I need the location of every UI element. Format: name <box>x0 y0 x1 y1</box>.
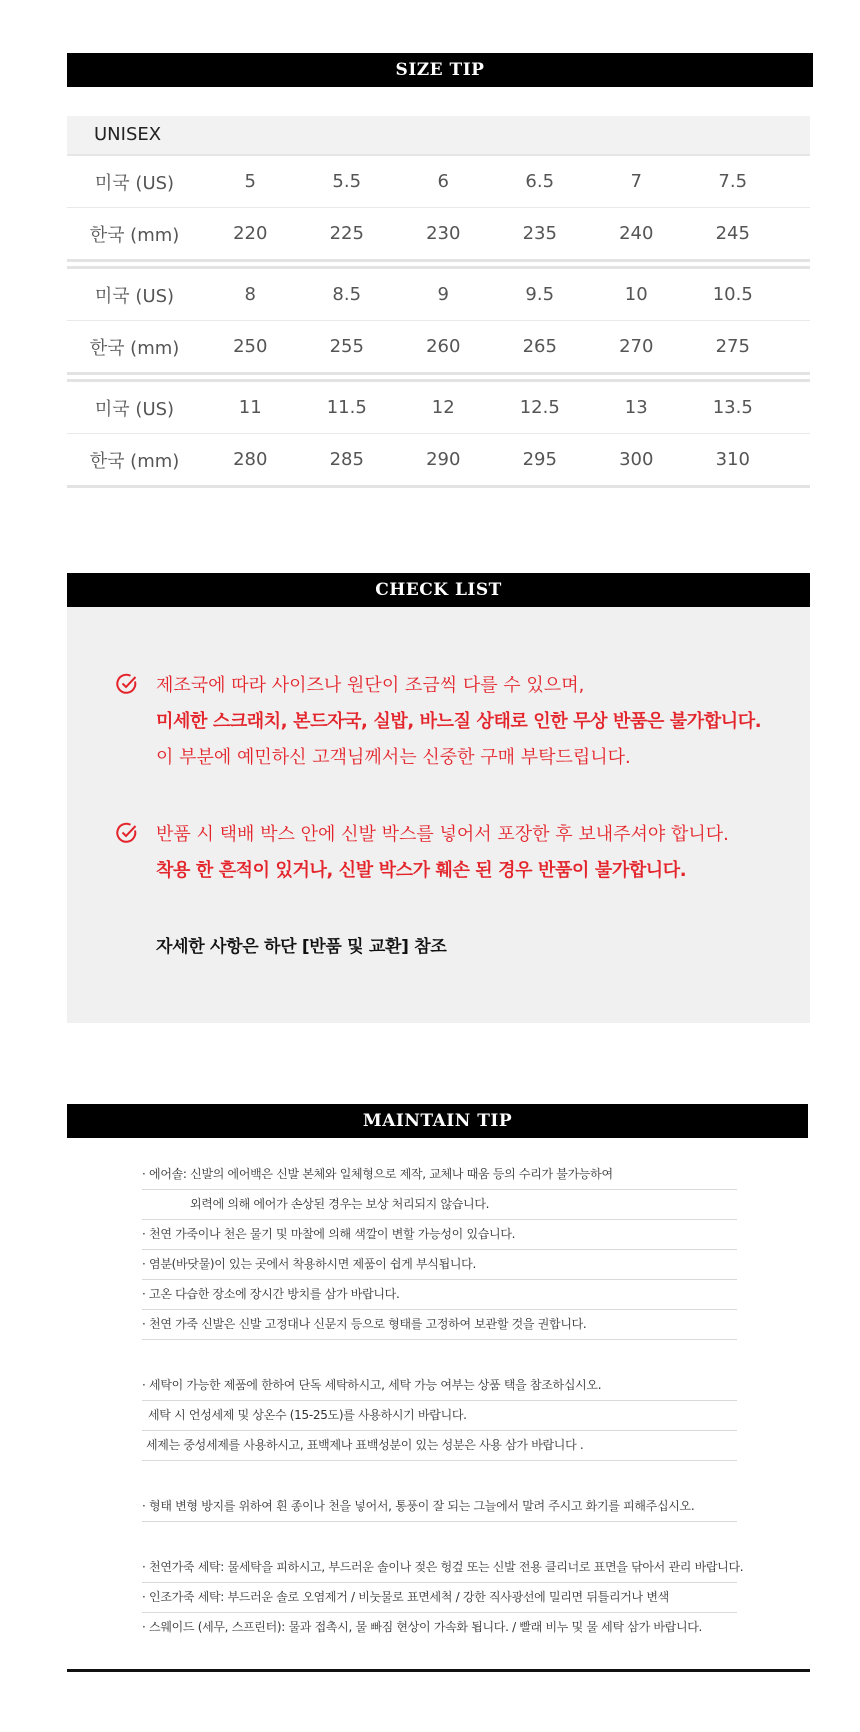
check-list-note: 자세한 사항은 하단 [반품 및 교환] 참조 <box>156 937 447 957</box>
list-item: · 인조가죽 세탁: 부드러운 솔로 오염제거 / 비눗물로 표면세척 / 강한 직사광선에 밀리면 뒤틀리거나 변색 <box>142 1583 737 1613</box>
list-item: 세제는 중성세제를 사용하시고, 표백제나 표백성분이 있는 성분은 사용 삼가 바랍니다 . <box>142 1431 737 1461</box>
check-text: 제조국에 따라 사이즈나 원단이 조금씩 다를 수 있으며, <box>156 675 585 696</box>
maintain-tip-banner: MAINTAIN TIP <box>67 1104 808 1138</box>
size-cell: 12.5 <box>519 397 560 418</box>
us-size-row <box>67 382 810 433</box>
size-cell: 225 <box>329 223 364 244</box>
size-cell: 300 <box>619 449 654 470</box>
size-cell: 9.5 <box>525 284 555 305</box>
list-item: · 천연가죽 세탁: 물세탁을 피하시고, 부드러운 솔이나 젖은 헝겊 또는 신발 전용 클리너로 표면을 닦아서 관리 바랍니다. <box>142 1553 737 1583</box>
size-cell: 245 <box>715 223 750 244</box>
size-cell: 10 <box>624 284 648 305</box>
size-cell: 275 <box>715 336 750 357</box>
us-label: 미국 (US) <box>94 172 175 194</box>
list-item: · 스웨이드 (세무, 스프린터): 물과 접촉시, 물 빠짐 현상이 가속화 됩니다. / 빨래 비누 및 물 세탁 삼가 바랍니다. <box>142 1620 703 1634</box>
us-label: 미국 (US) <box>94 398 175 420</box>
list-item: 세탁 시 언성세제 및 상온수 (15-25도)를 사용하시기 바랍니다. <box>142 1401 737 1431</box>
mm-label: 한국 (mm) <box>89 337 180 359</box>
size-cell: 220 <box>233 223 268 244</box>
check-list-banner: CHECK LIST <box>67 573 810 607</box>
list-item: 외력에 의해 에어가 손상된 경우는 보상 처리되지 않습니다. <box>142 1190 737 1220</box>
list-item: · 에어솔: 신발의 에어백은 신발 본체와 일체형으로 제작, 교체나 때움 등의 수리가 불가능하여 <box>142 1160 737 1190</box>
size-table-header: UNISEX <box>67 116 810 154</box>
mm-size-row <box>67 208 810 259</box>
size-cell: 295 <box>522 449 557 470</box>
list-item: · 천연 가죽 신발은 신발 고정대나 신문지 등으로 형태를 고정하여 보관할 것을 권합니다. <box>142 1310 737 1340</box>
group-separator <box>67 485 810 488</box>
bottom-divider <box>67 1669 810 1672</box>
list-item: · 고온 다습한 장소에 장시간 방치를 삼가 바랍니다. <box>142 1280 737 1310</box>
size-cell: 270 <box>619 336 654 357</box>
mm-size-row <box>67 434 810 485</box>
group-separator <box>67 372 810 382</box>
size-cell: 10.5 <box>712 284 753 305</box>
list-item: · 세탁이 가능한 제품에 한하여 단독 세탁하시고, 세탁 가능 여부는 상품 택을 참조하십시오. <box>142 1371 737 1401</box>
check-text: 이 부분에 예민하신 고객님께서는 신중한 구매 부탁드립니다. <box>156 747 631 768</box>
size-cell: 7.5 <box>718 171 748 192</box>
size-cell: 280 <box>233 449 268 470</box>
size-cell: 290 <box>426 449 461 470</box>
size-cell: 5.5 <box>332 171 362 192</box>
size-cell: 260 <box>426 336 461 357</box>
size-cell: 6 <box>437 171 449 192</box>
size-cell: 8.5 <box>332 284 362 305</box>
size-cell: 9 <box>437 284 449 305</box>
size-cell: 7 <box>630 171 642 192</box>
size-cell: 13 <box>624 397 648 418</box>
size-cell: 310 <box>715 449 750 470</box>
check-circle-icon <box>115 672 139 696</box>
size-cell: 235 <box>522 223 557 244</box>
us-size-row <box>67 269 810 320</box>
list-item: · 염분(바닷물)이 있는 곳에서 착용하시면 제품이 쉽게 부식됩니다. <box>142 1250 737 1280</box>
size-cell: 255 <box>329 336 364 357</box>
mm-label: 한국 (mm) <box>89 224 180 246</box>
size-cell: 11.5 <box>326 397 367 418</box>
check-text-emphasis: 착용 한 흔적이 있거나, 신발 박스가 훼손 된 경우 반품이 불가합니다. <box>156 860 687 881</box>
size-cell: 265 <box>522 336 557 357</box>
size-cell: 285 <box>329 449 364 470</box>
size-cell: 230 <box>426 223 461 244</box>
maintain-tip-list <box>142 1160 744 1642</box>
size-cell: 250 <box>233 336 268 357</box>
mm-label: 한국 (mm) <box>89 450 180 472</box>
list-item: · 형태 변형 방지를 위하여 흰 종이나 천을 넣어서, 통풍이 잘 되는 그늘에서 말려 주시고 화기를 피해주십시오. <box>142 1492 737 1522</box>
us-label: 미국 (US) <box>94 285 175 307</box>
size-cell: 12 <box>431 397 455 418</box>
check-list-panel <box>67 607 810 1023</box>
list-item: · 천연 가죽이나 천은 물기 및 마찰에 의해 색깔이 변할 가능성이 있습니다. <box>142 1220 737 1250</box>
mm-size-row <box>67 321 810 372</box>
size-cell: 6.5 <box>525 171 555 192</box>
us-size-row <box>67 156 810 207</box>
size-cell: 5 <box>244 171 256 192</box>
check-text-emphasis: 미세한 스크래치, 본드자국, 실밥, 바느질 상태로 인한 무상 반품은 불가합니다. <box>156 711 762 732</box>
size-table <box>67 116 810 488</box>
size-tip-banner: SIZE TIP <box>67 53 813 87</box>
size-cell: 13.5 <box>712 397 753 418</box>
size-cell: 11 <box>238 397 262 418</box>
check-circle-icon <box>115 821 139 845</box>
size-cell: 240 <box>619 223 654 244</box>
check-text: 반품 시 택배 박스 안에 신발 박스를 넣어서 포장한 후 보내주셔야 합니다. <box>156 824 729 845</box>
size-cell: 8 <box>244 284 256 305</box>
group-separator <box>67 259 810 269</box>
